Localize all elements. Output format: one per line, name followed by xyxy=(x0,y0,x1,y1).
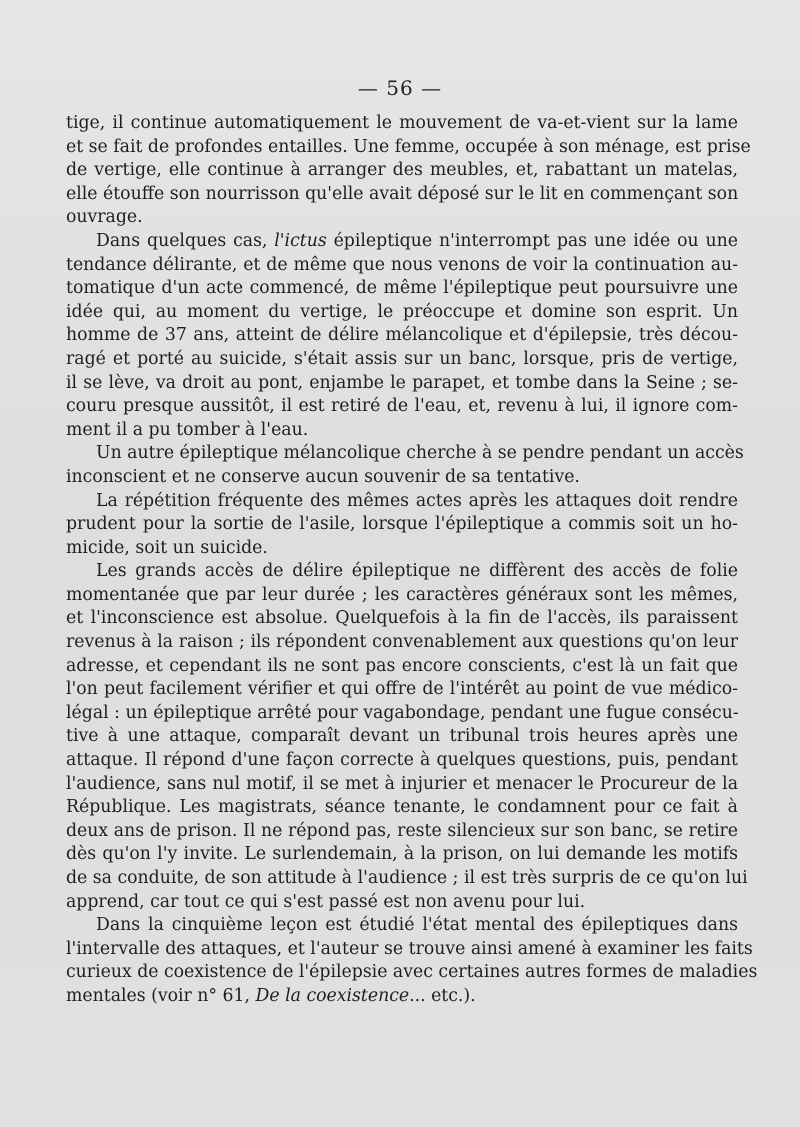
text-segment: épileptique n'interrompt pas une idée ou une xyxy=(326,230,738,251)
italic-text: l'ictus xyxy=(274,230,327,251)
paragraph xyxy=(66,914,758,1008)
text-line: tive à une attaque, comparaît devant un tribunal trois heures après une xyxy=(66,726,738,747)
text-line: inconscient et ne conserve aucun souvenir de sa tentative. xyxy=(66,466,580,487)
text-line: homme de 37 ans, atteint de délire mélancolique et d'épilepsie, très décou- xyxy=(66,325,738,346)
paragraph xyxy=(66,112,751,230)
text-line: micide, soit un suicide. xyxy=(66,537,268,558)
text-line: de sa conduite, de son attitude à l'audience ; il est très surpris de ce qu'on lui xyxy=(66,868,748,888)
text-segment: ... etc.). xyxy=(409,985,476,1006)
text-line: et se fait de profondes entailles. Une femme, occupée à son ménage, est prise xyxy=(66,136,751,157)
text-line: revenus à la raison ; ils répondent convenablement aux questions qu'on leur xyxy=(66,632,738,653)
paragraph xyxy=(66,490,738,561)
text-segment: Dans quelques cas, xyxy=(96,230,275,251)
text-line: attaque. Il répond d'une façon correcte à quelques questions, puis, pendant xyxy=(66,750,738,771)
text-line: deux ans de prison. Il ne répond pas, reste silencieux sur son banc, se retire xyxy=(66,820,738,841)
text-line: de vertige, elle continue à arranger des meubles, et, rabattant un matelas, xyxy=(66,160,738,181)
text-line: tige, il continue automatiquement le mouvement de va-et-vient sur la lame xyxy=(66,113,738,133)
text-line: ragé et porté au suicide, s'était assis sur un banc, lorsque, pris de vertige, xyxy=(66,348,738,369)
text-line: légal : un épileptique arrêté pour vagabondage, pendant une fugue consécu- xyxy=(66,702,739,723)
text-line: tomatique d'un acte commencé, de même l'épileptique peut poursuivre une xyxy=(66,278,738,299)
text-line: l'intervalle des attaques, et l'auteur se trouve ainsi amené à examiner les faits xyxy=(66,938,753,959)
text-line: curieux de coexistence de l'épilepsie avec certaines autres formes de maladies xyxy=(66,962,758,983)
text-line: prudent pour la sortie de l'asile, lorsque l'épileptique a commis soit un ho- xyxy=(66,514,738,535)
text-line: République. Les magistrats, séance tenante, le condamnent pour ce fait à xyxy=(66,797,738,818)
text-line: elle étouffe son nourrisson qu'elle avait déposé sur le lit en commençant son xyxy=(66,183,739,204)
text-line: La répétition fréquente des mêmes actes après les attaques doit rendre xyxy=(96,490,738,511)
paragraph xyxy=(66,230,738,442)
text-line xyxy=(66,985,738,1009)
text-line: apprend, car tout ce qui s'est passé est non avenu pour lui. xyxy=(66,891,586,912)
text-segment: mentales (voir n° 61, xyxy=(66,985,256,1006)
text-line: dès qu'on l'y invite. Le surlendemain, à la prison, on lui demande les motifs xyxy=(66,844,738,865)
text-line: Dans la cinquième leçon est étudié l'état mental des épileptiques dans xyxy=(96,915,738,936)
page-number: — 56 — xyxy=(357,76,443,100)
text-line: et l'inconscience est absolue. Quelquefois à la fin de l'accès, ils paraissent xyxy=(66,608,738,629)
text-line xyxy=(66,230,738,254)
text-line: tendance délirante, et de même que nous venons de voir la continuation au- xyxy=(66,254,738,275)
italic-text: De la coexistence xyxy=(255,985,410,1006)
text-line: ouvrage. xyxy=(66,207,143,228)
body-text xyxy=(66,112,758,1009)
text-line: couru presque aussitôt, il est retiré de l'eau, et, revenu à lui, il ignore com- xyxy=(66,396,738,417)
text-line: idée qui, au moment du vertige, le préoccupe et domine son esprit. Un xyxy=(66,301,738,322)
paragraph xyxy=(66,442,744,489)
text-line: l'on peut facilement vérifier et qui offre de l'intérêt au point de vue médico- xyxy=(66,679,738,700)
text-line: Un autre épileptique mélancolique cherche à se pendre pendant un accès xyxy=(96,443,744,464)
text-line: adresse, et cependant ils ne sont pas encore conscients, c'est là un fait que xyxy=(66,655,738,676)
paragraph xyxy=(66,560,748,914)
text-line: ment il a pu tomber à l'eau. xyxy=(66,419,309,440)
text-line: momentanée que par leur durée ; les caractères généraux sont les mêmes, xyxy=(66,584,738,605)
text-line: l'audience, sans nul motif, il se met à injurier et menacer le Procureur de la xyxy=(66,773,738,794)
text-line: Les grands accès de délire épileptique ne diffèrent des accès de folie xyxy=(96,561,738,582)
text-line: il se lève, va droit au pont, enjambe le parapet, et tombe dans la Seine ; se- xyxy=(66,372,738,393)
